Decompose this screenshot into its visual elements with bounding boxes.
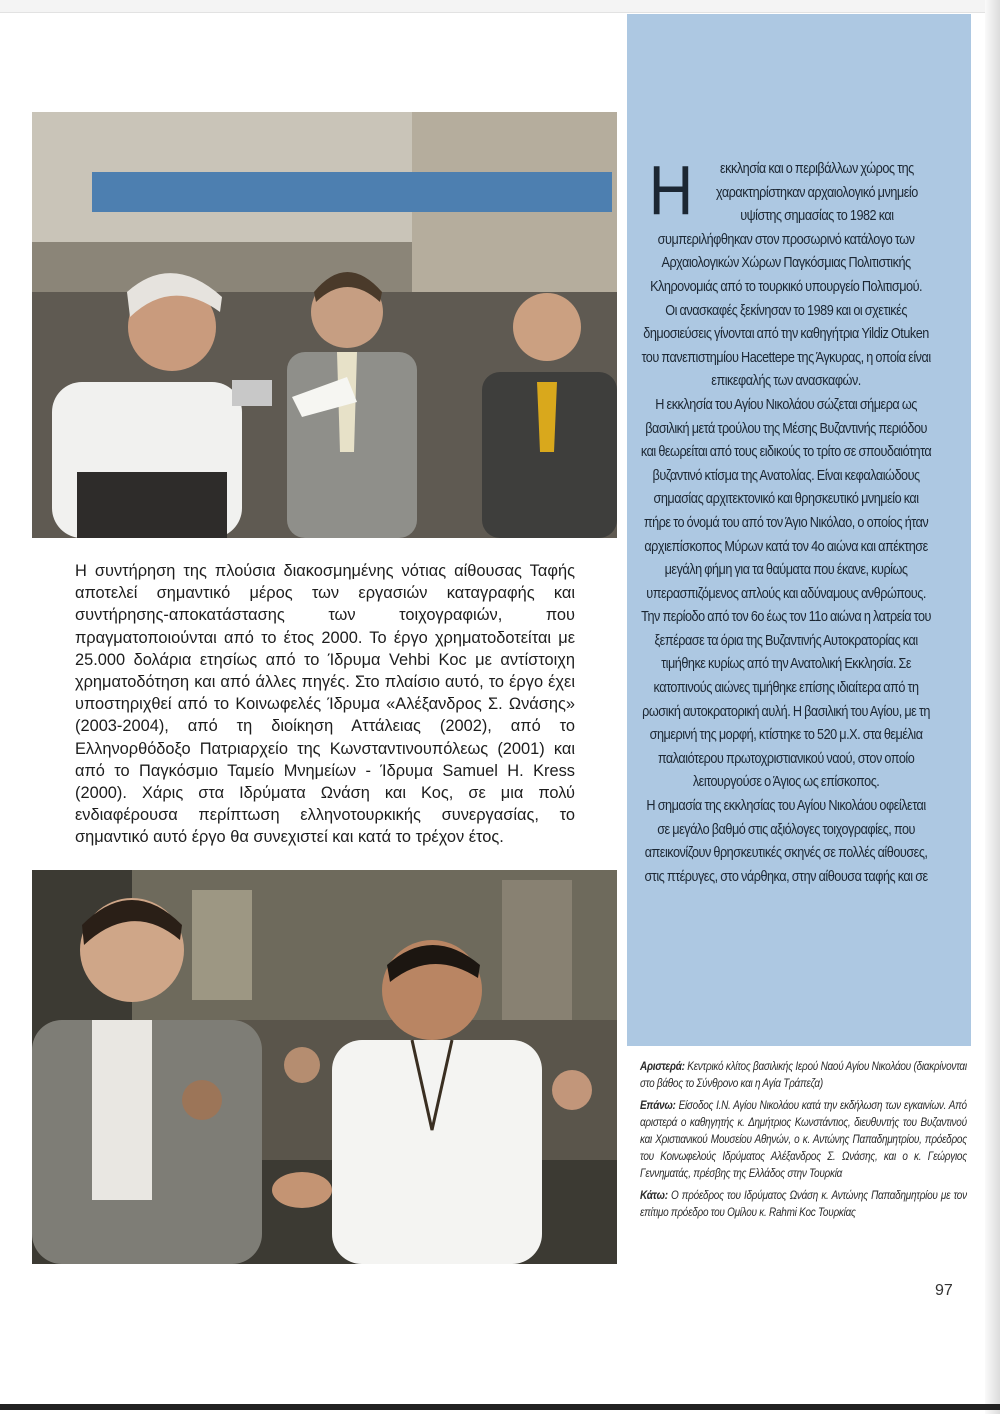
body-paragraph: Η συντήρηση της πλούσια διακοσμημένης νότιας αίθουσας Ταφής αποτελεί σημαντικό μέρος των εργασιών καταγραφής και συντήρησης-αποκατάστασης των τοιχογραφιών, που πραγματοποιούνται από το έτος 2000. Το έργο χρηματοδοτείται με 25.000 δολάρια ετησίως από το Ίδρυμα Vehbi Koc με αντίστοιχη χρηματοδότηση και από άλλες πηγές. Στο πλαίσιο αυτό, το έργο έχει υποστηριχθεί από το Κοινωφελές Ίδρυμα «Αλέξανδρος Σ. Ωνάσης» (2003-2004), από τη διοίκηση Αττάλειας (2002), από το Ελληνορθόδοξο Πατριαρχείο της Κωνσταντινουπόλεως (2001) και από το Παγκόσμιο Ταμείο Μνημείων - Ίδρυμα Samuel H. Kress (2000). Χάρις στα Ιδρύματα Ωνάση και Κος, σε μια πολύ ενδιαφέρουσα περίπτωση ελληνοτουρκικής συνεργασίας, το σημαντικό αυτό έργο θα συνεχιστεί και κατά το τρέχον έτος. (75, 562, 575, 847)
caption-left (640, 1058, 967, 1092)
sidebar-text (640, 151, 932, 889)
sidebar-paragraph-1 (640, 151, 932, 300)
dropcap: Η (648, 151, 693, 229)
caption-bottom-text: Ο πρόεδρος του Ιδρύματος Ωνάση κ. Αντώνης Παπαδημητρίου με τον επίτιμο πρόεδρο του Ομίλου κ. Rahmi Koc Τουρκίας (640, 1189, 967, 1219)
page-number: 97 (935, 1282, 953, 1299)
sidebar-paragraph-1-text: εκκλησία και ο περιβάλλων χώρος της χαρακτηρίστηκαν αρχαιολογικό μνημείο υψίστης σημασίας το 1982 και συμπεριλήφθηκαν στον προσωρινό κατάλογο των Αρχαιολογικών Χώρων Παγκόσμιας Πολιτιστικής Κληρονομιάς από το τουρκικό υπουργείο Πολιτισμού. (650, 161, 923, 295)
sidebar-paragraph-3: Η εκκλησία του Αγίου Νικολάου σώζεται σήμερα ως βασιλική μετά τρούλου της Μέσης Βυζαντινής περιόδου και θεωρείται από τους ειδικούς το τρίτο σε σπουδαιότητα βυζαντινό κτίσμα της Ανατολίας. Είναι κεφαλαιώδους σημασίας αρχιτεκτονικό και θρησκευτικό μνημείο και πήρε το όνομά του από τον Άγιο Νικόλαο, ο οποίος ήταν αρχιεπίσκοπος Μύρων κατά τον 4ο αιώνα και απέκτησε μεγάλη φήμη για τα θαύματα που έκανε, κυρίως υπερασπιζόμενος απλούς και αδύναμους ανθρώπους. (640, 396, 932, 602)
caption-bottom-label: Κάτω: (640, 1189, 668, 1202)
photo-handshake (32, 870, 617, 1264)
caption-left-text: Κεντρικό κλίτος βασιλικής Ιερού Ναού Αγίου Νικολάου (διακρίνονται στο βάθος το Σύνθρονο και η Αγία Τράπεζα) (640, 1060, 967, 1090)
caption-top-label: Επάνω: (640, 1099, 676, 1112)
caption-bottom (640, 1187, 967, 1221)
caption-top-text: Είσοδος Ι.Ν. Αγίου Νικολάου κατά την εκδήλωση των εγκαινίων. Από αριστερά ο καθηγητής κ. Δημήτριος Κωνστάντιος, διευθυντής του Βυζαντινού και Χριστιανικού Μουσείου Αθηνών, ο κ. Αντώνης Παπαδημητρίου, πρόεδρος του Κοινωφελούς Ιδρύματος Αλέξανδρος Σ. Ωνάσης, και ο κ. Γεώργιος Γεννηματάς, πρέσβης της Ελλάδος στην Τουρκία (640, 1099, 967, 1180)
page-top-edge (0, 0, 1000, 13)
page-bottom-edge (0, 1404, 1000, 1410)
photo-church-entrance-ceremony (32, 112, 617, 538)
photo-captions (640, 1058, 967, 1226)
caption-top (640, 1097, 967, 1182)
sidebar-paragraph-4: Την περίοδο από τον 6ο έως τον 11ο αιώνα η λατρεία του ξεπέρασε τα όρια της Βυζαντινής Αυτοκρατορίας και τιμήθηκε κυρίως από την Ανατολική Εκκλησία. Σε κατοπινούς αιώνες τιμήθηκε επίσης ιδιαίτερα από τη ρωσική αυτοκρατορική αυλή. Η βασιλική του Αγίου, με τη σημερινή της μορφή, κτίστηκε το 520 μ.Χ. στα θεμέλια παλαιότερου πρωτοχριστιανικού ναού, στον οποίο λειτουργούσε ο Άγιος ως επίσκοπος. (641, 609, 931, 791)
sidebar-paragraph-5: Η σημασία της εκκλησίας του Αγίου Νικολάου οφείλεται σε μεγάλο βαθμό στις αξιόλογες τοιχογραφίες, που απεικονίζουν θρησκευτικές σκηνές σε πολλές αίθουσες, στις πτέρυγες, στο νάρθηκα, στην αίθουσα ταφής και σε (644, 798, 928, 885)
caption-left-label: Αριστερά: (640, 1060, 685, 1073)
sidebar-paragraph-2: Οι ανασκαφές ξεκίνησαν το 1989 και οι σχετικές δημοσιεύσεις γίνονται από την καθηγήτρια Yildiz Otuken του πανεπιστημίου Hacettepe της Άγκυρας, η οποία είναι επικεφαλής των ανασκαφών. (641, 302, 931, 390)
page-right-edge (985, 0, 1000, 1414)
